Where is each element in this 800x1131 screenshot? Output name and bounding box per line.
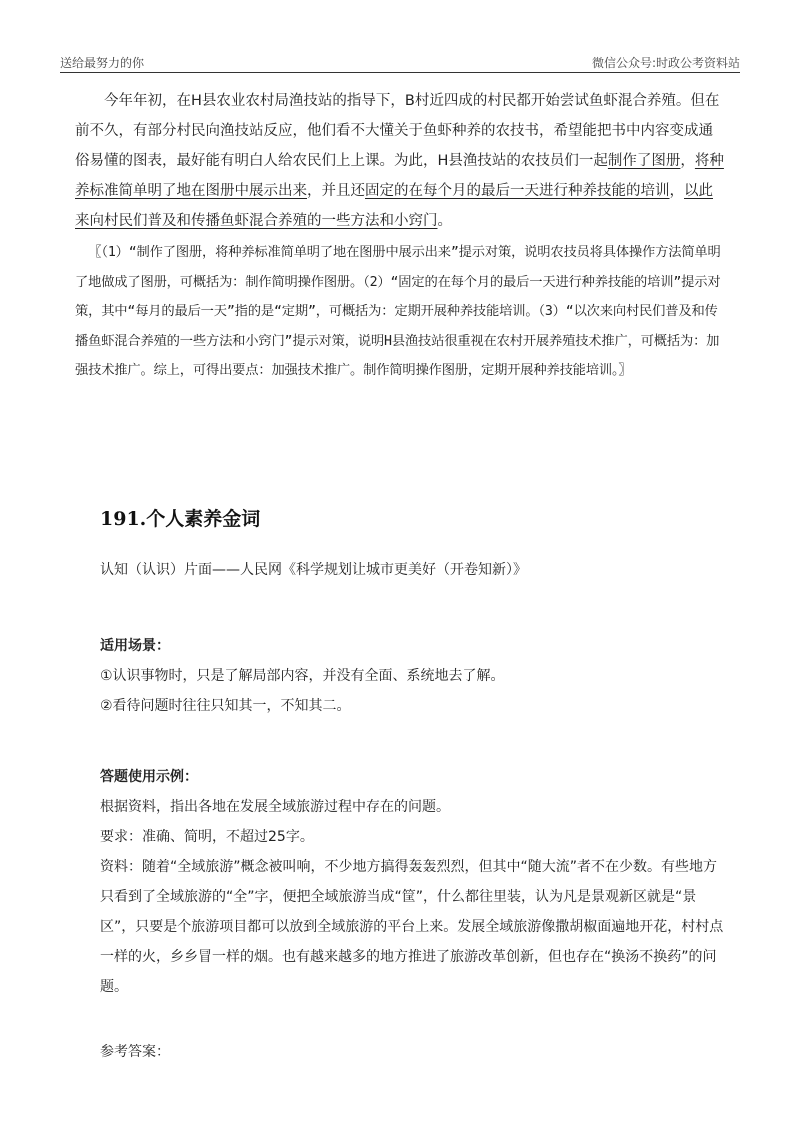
answer-label: 参考答案： (100, 1044, 170, 1060)
section-body (100, 560, 725, 1062)
section-title: 191.个人素养金词 (100, 508, 261, 530)
underlined-phrase-3: 固定的在每个月的最后一天进行种养技能的培训 (365, 183, 670, 199)
scenario-label: 适用场景： (100, 638, 170, 654)
passage-sep-1: ， (680, 153, 695, 169)
scenario-item-1: ①认识事物时，只是了解局部内容，并没有全面、系统地去了解。 (100, 668, 505, 684)
source-line: 认知（认识）片面——人民网《科学规划让城市更美好（开卷知新）》 (100, 562, 527, 578)
passage-end: 。 (437, 213, 452, 229)
main-content (75, 86, 725, 386)
underlined-phrase-2: 将种养标准简单明了地在图册中展示出来 (75, 153, 724, 199)
underlined-phrase-1: 制作了图册 (607, 153, 681, 169)
underlined-phrase-4: 以此来向村民们普及和传播鱼虾混合养殖的一些方法和小窍门 (75, 183, 713, 229)
analysis-text-1: 〖（1）“制作了图册，将种养标准简单明了地在图册中展示出来”提示对策，说明农技员将具体操作方法简单明了地做成了图册，可概括为：制作简明操作图册。（2）“固定的在每个月的最后一天进行种养技能的培训”提示对策，其中“每月的最后一天”指的是“定期”，可概括为：定期开展种养技能培训。 (75, 245, 721, 320)
example-label: 答题使用示例： (100, 769, 198, 785)
analysis-text-2: （3）“以次来向村民们普及和传播鱼虾混合养殖的一些方法和小窍门”提示对策，说明H县渔技站很重视在农村开展养殖技术推广，可概括为：加强技术推广。综上，可得出要点：加强技术推广。制作简明操作图册，定期开展种养技能培训。〗 (75, 304, 720, 379)
passage-sep-2: ， (669, 183, 684, 199)
passage-text-2: ，并且还 (307, 183, 365, 199)
header-right-text: 微信公众号:时政公考资料站 (591, 56, 740, 70)
requirement-line: 要求：准确、简明，不超过25字。 (100, 829, 314, 845)
page-header (60, 52, 740, 73)
scenario-item-2: ②看待问题时往往只知其一，不知其二。 (100, 698, 351, 714)
question-line: 根据资料，指出各地在发展全域旅游过程中存在的问题。 (100, 799, 450, 815)
analysis-note (75, 238, 725, 386)
header-left-text: 送给最努力的你 (60, 56, 145, 70)
material-paragraph: 资料：随着“全域旅游”概念被叫响，不少地方搞得轰轰烈烈，但其中“随大流”者不在少数。有些地方只看到了全域旅游的“全”字，便把全域旅游当成“筐”，什么都往里装，认为凡是景观新区就是“景区”，只要是个旅游项目都可以放到全域旅游的平台上来。发展全域旅游像撒胡椒面遍地开花，村村点一样的火，乡乡冒一样的烟。也有越来越多的地方推进了旅游改革创新，但也存在“换汤不换药”的问题。 (100, 859, 724, 995)
passage-paragraph (75, 86, 725, 236)
passage-text-1: 今年年初，在H县农业农村局渔技站的指导下，B村近四成的村民都开始尝试鱼虾混合养殖。但在前不久，有部分村民向渔技站反应，他们看不大懂关于鱼虾种养的农技书，希望能把书中内容变成通俗易懂的图表，最好能有明白人给农民们上上课。为此，H县渔技站的农技员们一起 (75, 93, 720, 169)
